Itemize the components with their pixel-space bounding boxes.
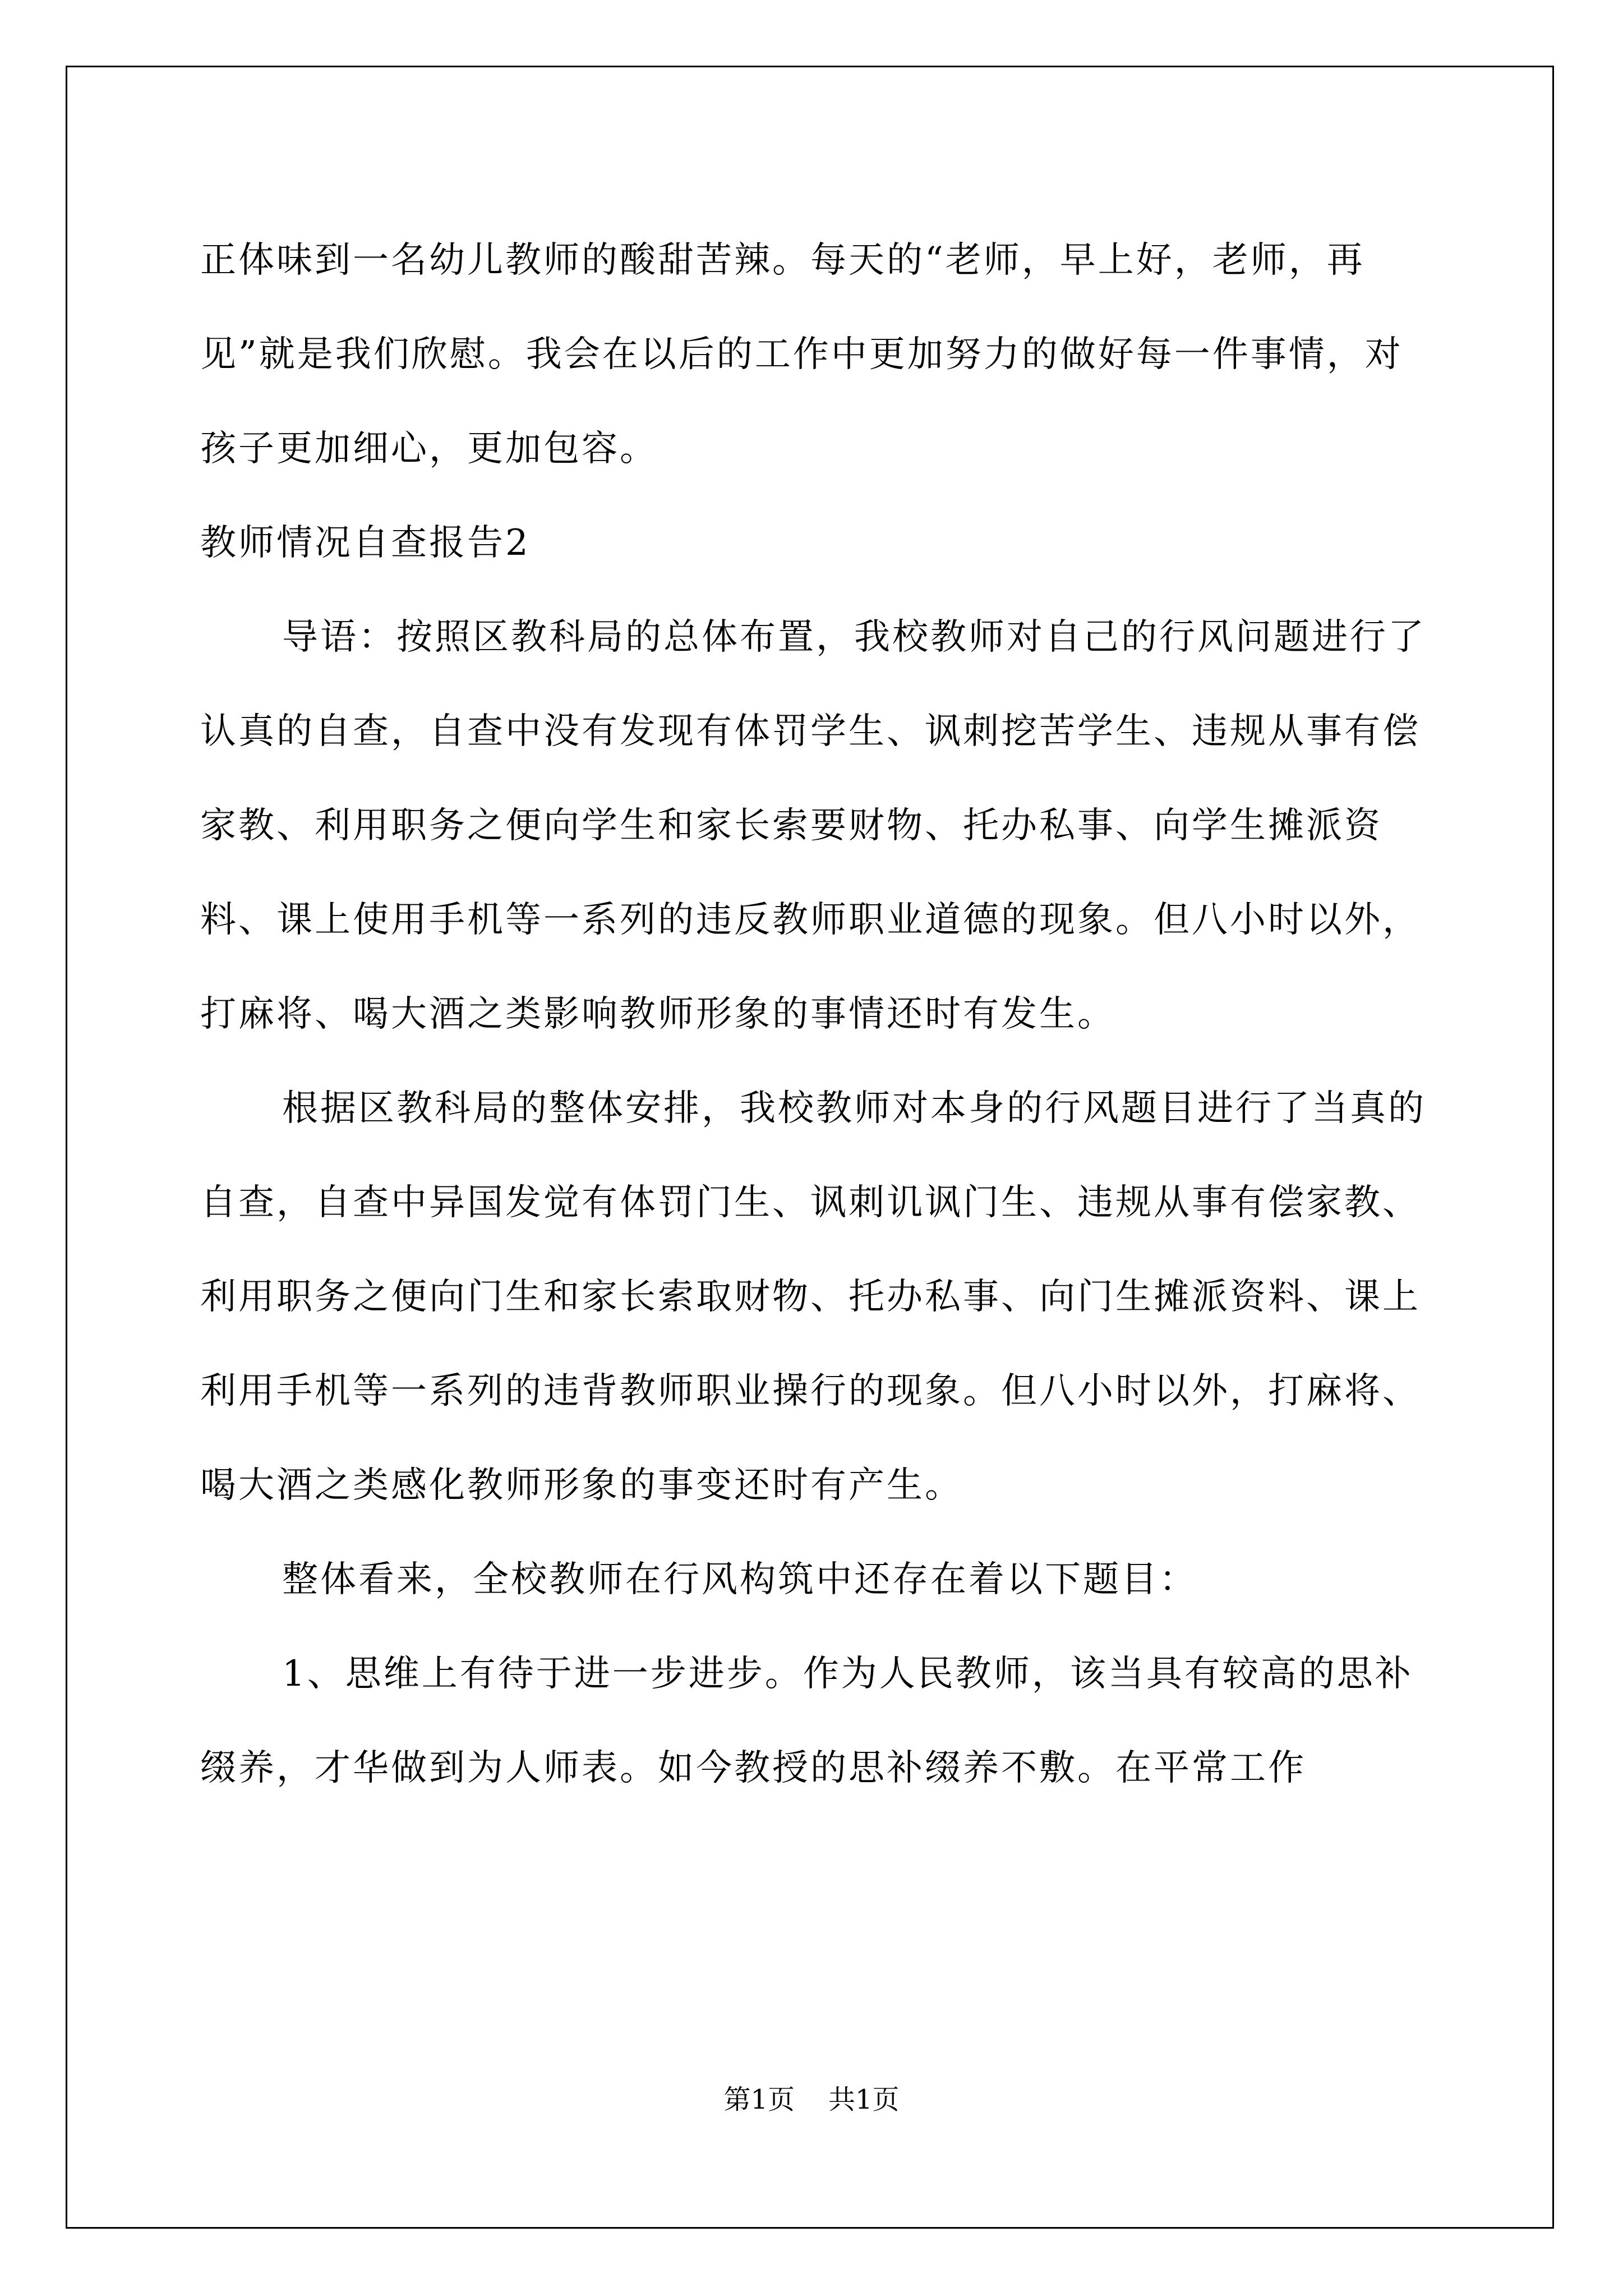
page-number: 第1页 xyxy=(723,2084,795,2115)
page-footer xyxy=(0,2083,1623,2116)
paragraph-continuation: 正体味到一名幼儿教师的酸甜苦辣。每天的“老师，早上好，老师，再见”就是我们欣慰。我会在以后的工作中更加努力的做好每一件事情，对孩子更加细心，更加包容。 xyxy=(200,240,1403,470)
paragraph-arrangement: 根据区教科局的整体安排，我校教师对本身的行风题目进行了当真的自查，自查中异国发觉有体罚门生、讽刺讥讽门生、违规从事有偿家教、利用职务之便向门生和家长索取财物、托办私事、向门生摊派资料、课上利用手机等一系列的违背教师职业操行的现象。但八小时以外，打麻将、喝大酒之类感化教师形象的事变还时有产生。 xyxy=(200,1088,1426,1506)
paragraph-summary: 整体看来，全校教师在行风构筑中还存在着以下题目： xyxy=(282,1559,1197,1600)
document-body xyxy=(200,213,1428,1815)
paragraph-item-1: 1、思维上有待于进一步进步。作为人民教师，该当具有较高的思补缀养，才华做到为人师表。如今教授的思补缀养不敷。在平常工作 xyxy=(200,1653,1413,1789)
page-total: 共1页 xyxy=(828,2084,900,2115)
section-heading: 教师情况自查报告2 xyxy=(200,522,531,564)
paragraph-intro: 导语：按照区教科局的总体布置，我校教师对自己的行风问题进行了认真的自查，自查中没有发现有体罚学生、讽刺挖苦学生、违规从事有偿家教、利用职务之便向学生和家长索要财物、托办私事、向学生摊派资料、课上使用手机等一系列的违反教师职业道德的现象。但八小时以外，打麻将、喝大酒之类影响教师形象的事情还时有发生。 xyxy=(200,616,1426,1035)
